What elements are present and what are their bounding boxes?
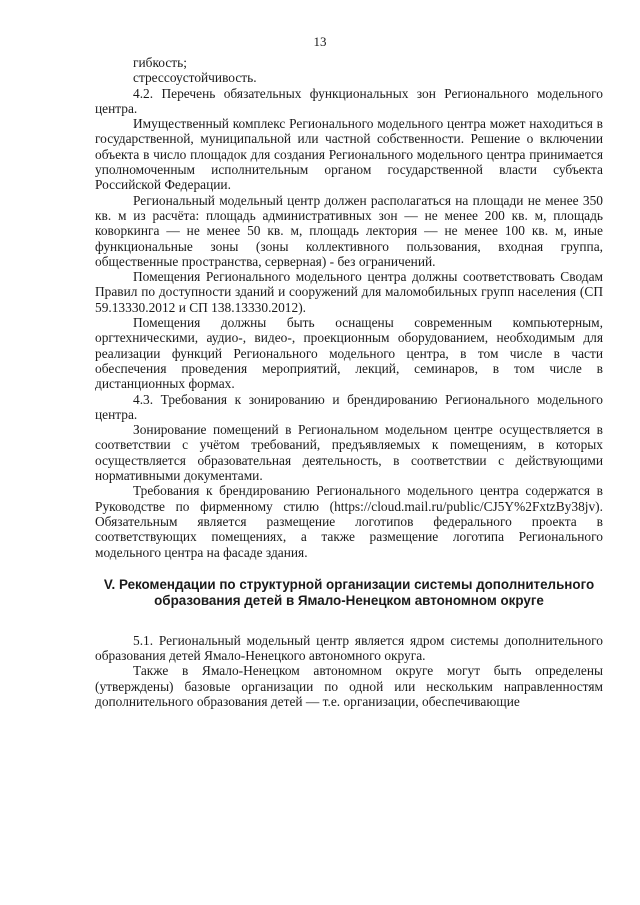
- section-4-2-title: 4.2. Перечень обязательных функциональных зон Регионального модельного центра.: [95, 85, 603, 116]
- section-4-3-title: 4.3. Требования к зонированию и брендированию Регионального модельного центра.: [95, 391, 603, 422]
- section-heading: V. Рекомендации по структурной организации системы дополнительного образования детей в Ямало-Ненецком автономном округе: [103, 576, 595, 608]
- paragraph: Зонирование помещений в Региональном модельном центре осуществляется в соответствии с учётом требований, предъявляемых к помещениям, в которых осуществляется образовательная деятельность, в соответствии с действующими нормативными документами.: [95, 422, 603, 484]
- paragraph: Требования к брендированию Регионального модельного центра содержатся в Руководстве по фирменному стилю (https://cloud.mail.ru/public/CJ5Y%2FxtzBy38jv). Обязательным является размещение логотипов федерального проекта в соответствующих помещениях, а также размещение логотипа Регионального модельного центра на фасаде здания.: [95, 483, 603, 560]
- paragraph: 5.1. Региональный модельный центр является ядром системы дополнительного образования детей Ямало-Ненецкого автономного округа.: [95, 632, 603, 664]
- paragraph: Региональный модельный центр должен располагаться на площади не менее 350 кв. м из расчёта: площадь административных зон — не менее 200 кв. м, площадь коворкинга — не менее 50 кв. м, площадь лектория — не менее 100 кв. м, иные функциональные зоны (зоны коллективного пользования, входная группа, общественные пространства, серверная) - без ограничений.: [95, 192, 603, 269]
- paragraph: стрессоустойчивость.: [133, 70, 257, 86]
- paragraph: Также в Ямало-Ненецком автономном округе могут быть определены (утверждены) базовые организации по одной или нескольким направленностям дополнительного образования детей — т.е. организации, обеспечивающие: [95, 663, 603, 709]
- paragraph: Помещения должны быть оснащены современным компьютерным, оргтехническими, аудио-, видео-, проекционным оборудованием, необходимым для реализации функций Регионального модельного центра, в том числе в части обеспечения проведения мероприятий, лекций, семинаров, в том числе в дистанционных формах.: [95, 315, 603, 392]
- document-body: [95, 55, 603, 709]
- paragraph-group-top: [95, 55, 603, 560]
- paragraph-group-bottom: [95, 633, 603, 709]
- paragraph: Помещения Регионального модельного центра должны соответствовать Сводам Правил по доступности зданий и сооружений для маломобильных групп населения (СП 59.13330.2012 и СП 138.13330.2012).: [95, 269, 603, 315]
- paragraph: гибкость;: [133, 55, 187, 70]
- page-number: 13: [313, 34, 327, 49]
- paragraph: Имущественный комплекс Регионального модельного центра может находиться в государственной, муниципальной или частной собственности. Решение о включении объекта в число площадок для создания Регионального модельного центра принимается уполномоченным исполнительным органом государственной власти субъекта Российской Федерации.: [95, 116, 603, 193]
